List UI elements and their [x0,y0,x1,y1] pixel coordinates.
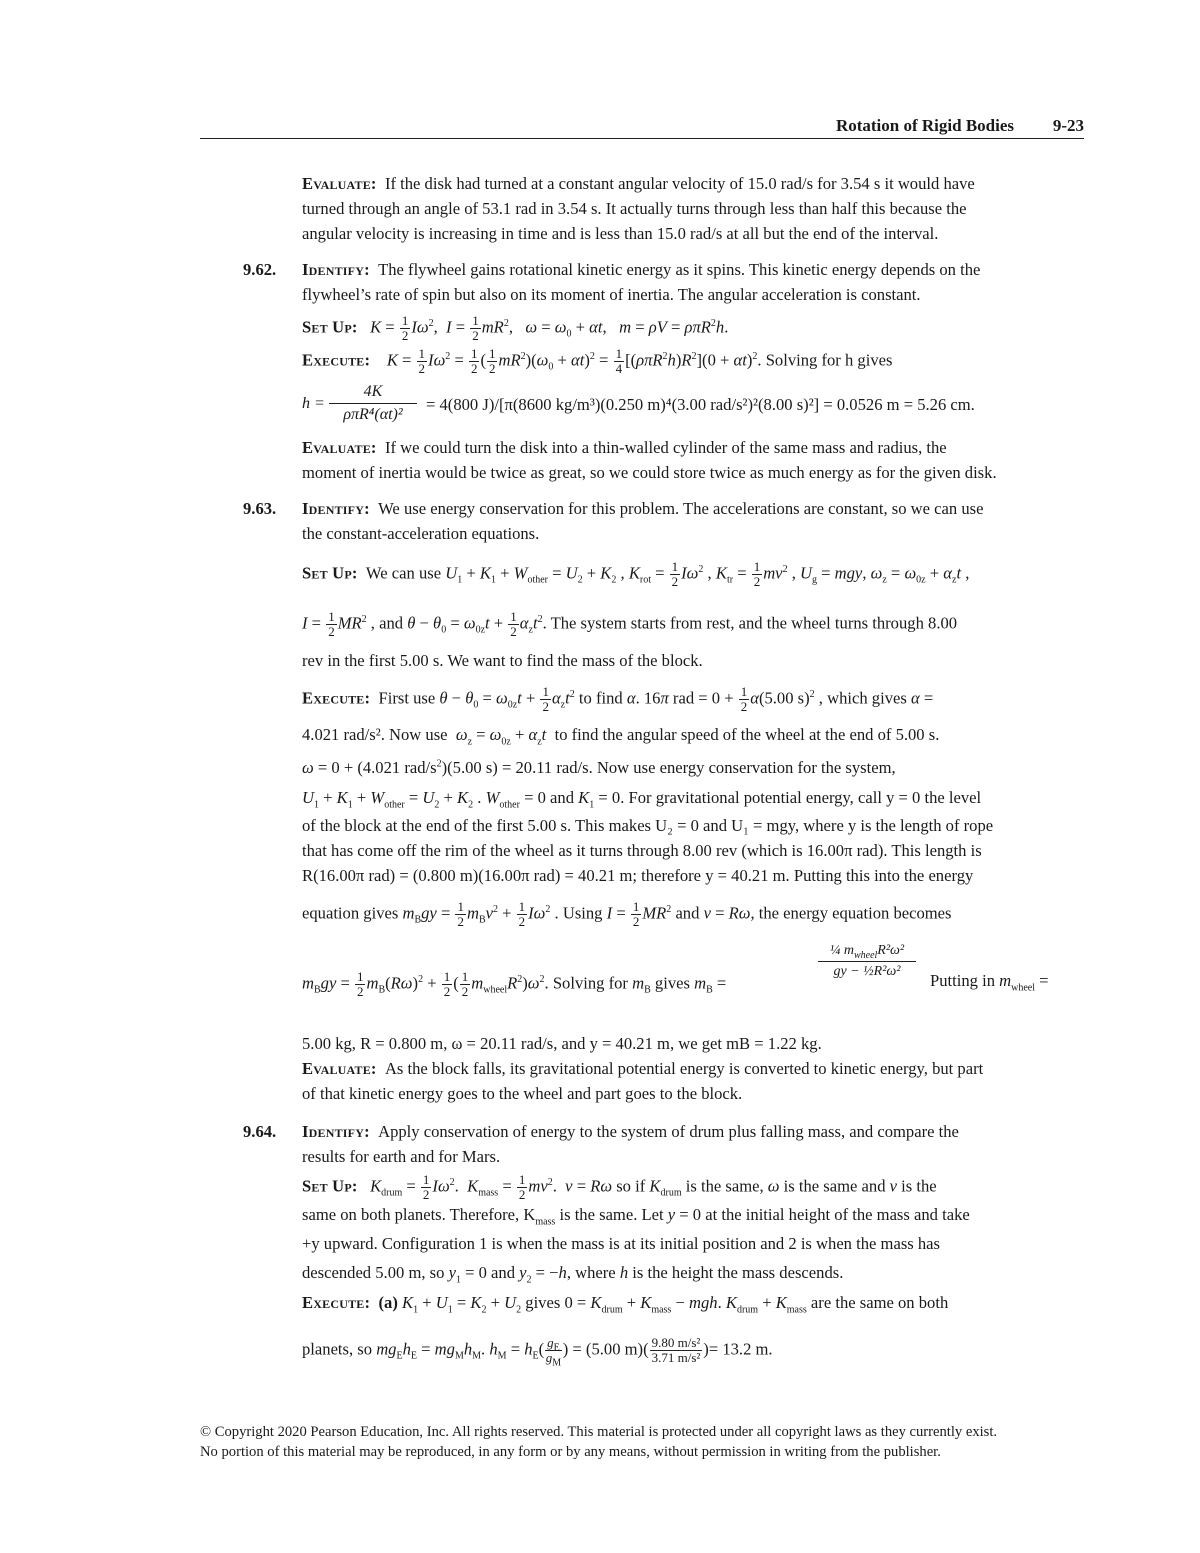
p963-identify-line-2: the constant-acceleration equations. [302,524,540,543]
p964-execute-line-2: planets, so $mg_Eh_E = mg_Mh_M$. $h_M = h_E$( $\frac{g_E}{g_M}$ ) = (5.00 m)( $\frac{\text{9.80 m/s²}}{\text{3.71 m/s²}}$ )= 13.2 m. [302,1335,773,1369]
header-title: Rotation of Rigid Bodies [835,116,1014,135]
p964-setup-line-4: descended 5.00 m, so $y_1 = 0$ and $y_2 = -h$, where h is the height the mass descends. [302,1263,844,1286]
p964-execute-line-1: Execute: (a) $K_1 + U_1 = K_2 + U_2$ gives $0 = K_{drum} + K_{mass}$ − mgh. $K_{drum} + K_{mass}$ are the same on both [302,1293,949,1316]
p962-setup: Set Up: K = $\frac{1}{2}$ $I\omega^2$, I = $\frac{1}{2}$ $mR^2$, $\omega = \omega_0 + \alpha t$, m = ρV = ρπR$^2$h. [302,313,729,343]
p962-evaluate-line-2: moment of inertia would be twice as great, so we could store twice as much energy as for the given disk. [302,463,997,482]
p964-setup-line-3: +y upward. Configuration 1 is when the mass is at its initial position and 2 is when the mass has [302,1234,941,1253]
problem-number: 9.62. [243,260,277,279]
p963-evaluate-line-2: of that kinetic energy goes to the wheel and part goes to the block. [302,1084,743,1103]
p962-identify-line-1: Identify: The flywheel gains rotational kinetic energy as it spins. This kinetic energy depends on the [302,260,981,279]
page-header [200,116,1084,138]
p963-execute-line-2: 4.021 rad/s². Now use $\omega_z = \omega_{0z} + \alpha_zt$ to find the angular speed of the wheel at the end of 5.00 s. [302,725,940,748]
copyright-footer [200,1422,1084,1462]
p963-execute-line-4: $U_1 + K_1 + W_{other} = U_2 + K_2$ . $W_{other} = 0$ and $K_1 = 0$. For gravitational potential energy, call y = 0 the level [302,788,982,811]
copyright-line-1: © Copyright 2020 Pearson Education, Inc. All rights reserved. This material is protected under all copyright laws as they currently exist. [200,1424,998,1440]
p964-setup-line-2: same on both planets. Therefore, $K_{mass}$ is the same. Let y = 0 at the initial height of the mass and take [302,1205,970,1228]
p963-execute-line-9: $m_Bgy$ = $\frac{1}{2}$ $m_B(R\omega)^2$ + $\frac{1}{2}$ ( $\frac{1}{2}$ $m_{wheel}R^2)\omega^2$. Solving for $m_B$ gives $m_B$ = [302,969,727,999]
p963-execute-line-5: of the block at the end of the first 5.00 s. This makes U₂ = 0 and U₁ = mgy, where y is the length of rope [302,816,994,835]
p963-execute-line-7: R(16.00π rad) = (0.800 m)(16.00π rad) = 40.21 m; therefore y = 40.21 m. Putting this into the energy [302,866,974,885]
p963-setup-line-3: rev in the first 5.00 s. We want to find the mass of the block. [302,651,703,670]
p962-execute: Execute: K = $\frac{1}{2}$ $I\omega^2$ = $\frac{1}{2}$ ( $\frac{1}{2}$ $mR^2)(\omega_0 + \alpha t)^2$ = $\frac{1}{4}$ $[(\rho\pi R^2h)R^2](0 + \alpha t)^2$. Solving for h gives [302,346,893,376]
p962-h-formula: h = 4K ρπR⁴(αt)² [305,383,417,424]
p963-identify-line-1: Identify: We use energy conservation for this problem. The accelerations are constant, so we can use [302,499,984,518]
p963-execute-line-1: Execute: First use $\theta - \theta_0 = \omega_{0z}t$ + $\frac{1}{2}$ $\alpha_zt^2$ to find α. 16π rad = 0 + $\frac{1}{2}$ α(5.00 s)$^2$ , which gives α = [302,684,934,714]
p964-identify-line-1: Identify: Apply conservation of energy to the system of drum plus falling mass, and compare the [302,1122,959,1141]
p963-execute-line-3: ω = 0 + (4.021 rad/$s^2)(5.00$ s) = 20.11 rad/s. Now use energy conservation for the system, [302,758,896,777]
p964-identify-line-2: results for earth and for Mars. [302,1147,501,1166]
p963-setup-line-1: Set Up: We can use $U_1 + K_1 + W_{other} = U_2 + K_2$ , $K_{rot}$ = $\frac{1}{2}$ $I\omega^2$ , $K_{tr}$ = $\frac{1}{2}$ $mv^2$ , $U_g$ = mgy, $\omega_z = \omega_{0z} + \alpha_zt$ , [302,559,970,589]
p963-setup-line-2: I = $\frac{1}{2}$ $MR^2$ , and $\theta - \theta_0 = \omega_{0z}t$ + $\frac{1}{2}$ $\alpha_zt^2$. The system starts from rest, and the wheel turns through 8.00 [302,609,958,639]
page-number: 9-23 [1052,116,1084,135]
intro-line-3: angular velocity is increasing in time and is less than 15.0 rad/s at all but the end of the interval. [302,224,939,243]
p963-putting-in: Putting in $m_{wheel}$ = [930,971,1049,994]
header-rule [200,138,1084,139]
p962-result: = 4(800 J)/[π(8600 kg/m³)(0.250 m)⁴(3.00 rad/s²)²(8.00 s)²] = 0.0526 m = 5.26 cm. [426,395,975,414]
p963-evaluate-line-1: Evaluate: As the block falls, its gravitational potential energy is converted to kinetic energy, but part [302,1059,984,1078]
p963-result-line: 5.00 kg, R = 0.800 m, ω = 20.11 rad/s, and y = 40.21 m, we get mB = 1.22 kg. [302,1034,822,1053]
p963-mb-formula: ¼ $m_{wheel}R^2\omega^2$ gy − ½R²ω² [818,943,916,980]
p964-setup-line-1: Set Up: $K_{drum}$ = $\frac{1}{2}$ $I\omega^2$. $K_{mass}$ = $\frac{1}{2}$ $mv^2$. v = Rω so if $K_{drum}$ is the same, ω is the same and v is the [302,1172,937,1202]
p963-execute-line-6: that has come off the rim of the wheel as it turns through 8.00 rev (which is 16.00π rad). This length is [302,841,982,860]
intro-line-1: Evaluate: If the disk had turned at a constant angular velocity of 15.0 rad/s for 3.54 s it would have [302,174,975,193]
copyright-line-2: No portion of this material may be reproduced, in any form or by any means, without permission in writing from the publisher. [200,1444,941,1460]
p962-identify-line-2: flywheel’s rate of spin but also on its moment of inertia. The angular acceleration is constant. [302,285,921,304]
problem-number: 9.64. [243,1122,277,1141]
intro-line-2: turned through an angle of 53.1 rad in 3.54 s. It actually turns through less than half this because the [302,199,967,218]
problem-number: 9.63. [243,499,277,518]
p962-evaluate-line-1: Evaluate: If we could turn the disk into a thin-walled cylinder of the same mass and radius, the [302,438,947,457]
p963-execute-line-8: equation gives $m_Bgy$ = $\frac{1}{2}$ $m_Bv^2$ + $\frac{1}{2}$ $I\omega^2$ . Using I = $\frac{1}{2}$ $MR^2$ and v = Rω, the energy equation becomes [302,899,952,929]
